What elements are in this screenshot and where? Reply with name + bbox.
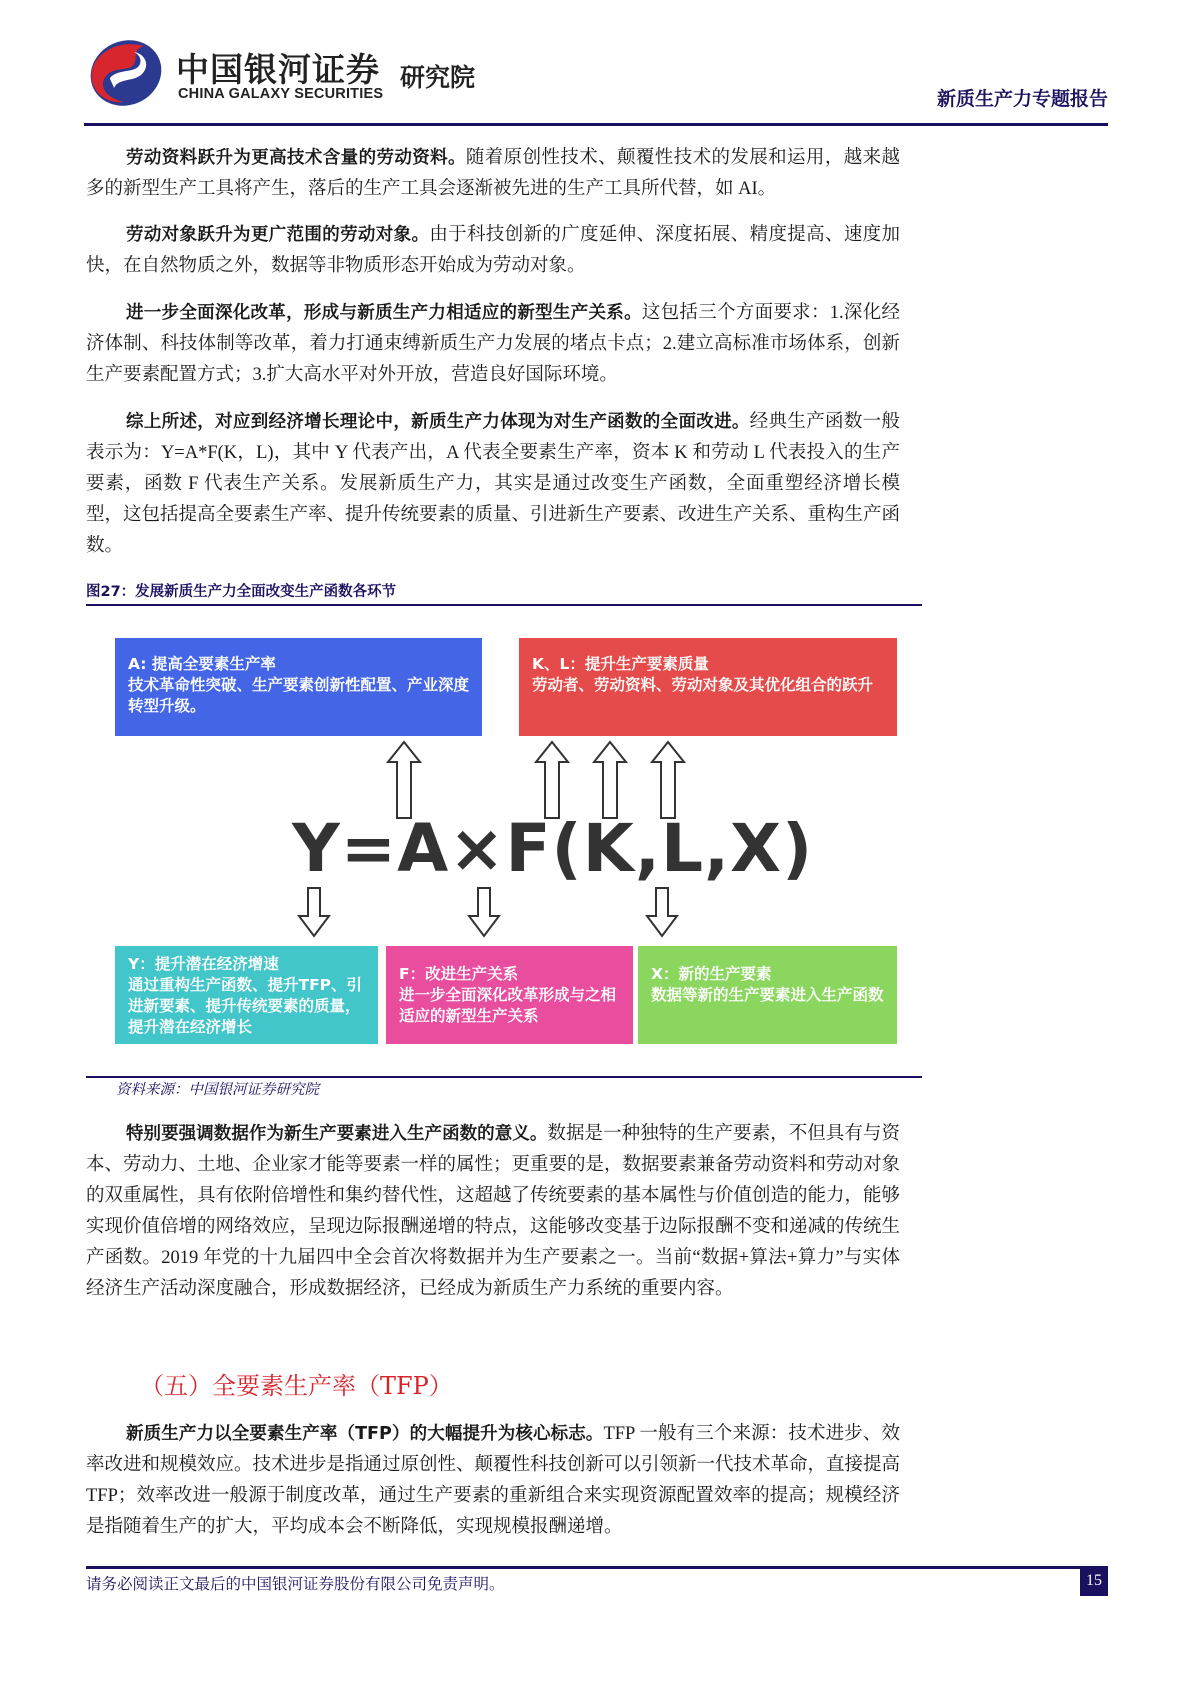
header-divider <box>84 123 1108 126</box>
paragraph-tfp <box>86 1419 900 1543</box>
paragraph-lead: 进一步全面深化改革，形成与新质生产力相适应的新型生产关系。 <box>126 303 642 323</box>
paragraph-lead: 综上所述，对应到经济增长理论中，新质生产力体现为对生产函数的全面改进。 <box>126 412 750 432</box>
footer-disclaimer: 请务必阅读正文最后的中国银河证券股份有限公司免责声明。 <box>86 1576 505 1593</box>
footer-divider <box>86 1566 1108 1569</box>
paragraph-text: 由于科技创新的广度延伸、深度拓展、精度提高、速度加快，在自然物质之外，数据等非物质形态开始成为劳动对象。 <box>86 225 901 276</box>
box-y-growth <box>115 946 378 1044</box>
box-title: K、L：提升生产要素质量 <box>532 655 709 673</box>
box-title: X：新的生产要素 <box>651 965 772 983</box>
box-body: 技术革命性突破、生产要素创新性配置、产业深度转型升级。 <box>128 676 470 715</box>
brand-institute: 研究院 <box>400 63 476 92</box>
box-title: F：改进生产关系 <box>399 965 519 983</box>
figure-source: 资料来源：中国银河证券研究院 <box>116 1082 319 1098</box>
paragraph-text: 数据是一种独特的生产要素，不但具有与资本、劳动力、土地、企业家才能等要素一样的属性；更重要的是，数据要素兼备劳动资料和劳动对象的双重属性，具有依附倍增性和集约替代性，这超越了传统要素的基本属性与价值创造的能力，能够实现价值倍增的网络效应，呈现边际报酬递增的特点，这能够改变基于边际报酬不变和递减的传统生产函数。2019 年党的十九届四中全会首次将数据并为生产要素之一。当前“数据+算法+算力”与实体经济生产活动深度融合，形成数据经济，已经成为新质生产力系统的重要内容。 <box>86 1124 901 1299</box>
report-title: 新质生产力专题报告 <box>936 88 1108 110</box>
paragraph-production-function <box>86 407 900 562</box>
box-f-relations <box>386 946 633 1044</box>
arrow-up-icon <box>384 740 424 820</box>
box-body: 通过重构生产函数、提升TFP、引进新要素、提升传统要素的质量，提升潜在经济增长 <box>128 976 363 1036</box>
production-function-formula: Y=A×F(K,L,X) <box>292 810 814 887</box>
arrow-up-icon <box>590 740 630 820</box>
arrow-down-icon <box>466 886 502 938</box>
paragraph-reform <box>86 298 900 391</box>
paragraph-text: 这包括三个方面要求：1.深化经济体制、科技体制等改革，着力打通束缚新质生产力发展的堵点卡点；2.建立高标准市场体系，创新生产要素配置方式；3.扩大高水平对外开放，营造良好国际环境。 <box>86 303 900 385</box>
paragraph-text: 随着原创性技术、颠覆性技术的发展和运用，越来越多的新型生产工具将产生，落后的生产工具会逐渐被先进的生产工具所代替，如 AI。 <box>86 148 900 199</box>
figure-title: 图27：发展新质生产力全面改变生产函数各环节 <box>86 584 397 600</box>
company-logo <box>84 38 164 108</box>
paragraph-lead: 劳动资料跃升为更高技术含量的劳动资料。 <box>126 148 466 168</box>
brand-name-en: CHINA GALAXY SECURITIES <box>178 86 384 102</box>
page-number: 15 <box>1080 1566 1108 1596</box>
arrow-down-icon <box>296 886 332 938</box>
paragraph-lead: 劳动对象跃升为更广范围的劳动对象。 <box>126 225 430 245</box>
box-title: Y：提升潜在经济增速 <box>128 955 279 973</box>
arrow-up-icon <box>532 740 572 820</box>
box-a-tfp <box>115 638 482 736</box>
paragraph-lead: 特别要强调数据作为新生产要素进入生产函数的意义。 <box>126 1124 548 1144</box>
brand-name-cn: 中国银河证券 <box>176 50 380 89</box>
box-x-new-factors <box>638 946 897 1044</box>
paragraph-data-factor <box>86 1119 900 1305</box>
paragraph-lead: 新质生产力以全要素生产率（TFP）的大幅提升为核心标志。 <box>126 1424 604 1444</box>
paragraph-text: 经典生产函数一般表示为：Y=A*F(K，L)，其中 Y 代表产出，A 代表全要素生产率，资本 K 和劳动 L 代表投入的生产要素，函数 F 代表生产关系。发展新质生产力，其实是通过改变生产函数，全面重塑经济增长模型，这包括提高全要素生产率、提升传统要素的质量、引进新生产要素、改进生产关系、重构生产函数。 <box>86 412 901 556</box>
paragraph-text: TFP 一般有三个来源：技术进步、效率改进和规模效应。技术进步是指通过原创性、颠覆性科技创新可以引领新一代技术革命，直接提高 TFP；效率改进一般源于制度改革，通过生产要素的重新组合来实现资源配置效率的提高；规模经济是指随着生产的扩大，平均成本会不断降低，实现规模报酬递增。 <box>86 1424 901 1537</box>
paragraph-labor-materials <box>86 143 900 205</box>
box-title: A: 提高全要素生产率 <box>128 655 276 673</box>
arrow-down-icon <box>644 886 680 938</box>
section-heading: （五）全要素生产率（TFP） <box>140 1372 453 1400</box>
box-body: 进一步全面深化改革形成与之相适应的新型生产关系 <box>399 986 617 1025</box>
arrow-up-icon <box>648 740 688 820</box>
paragraph-labor-objects <box>86 220 900 282</box>
box-kl-quality <box>519 638 897 736</box>
galaxy-logo-icon <box>84 38 164 108</box>
box-body: 劳动者、劳动资料、劳动对象及其优化组合的跃升 <box>532 676 874 694</box>
box-body: 数据等新的生产要素进入生产函数 <box>651 986 884 1004</box>
figure-top-rule <box>86 604 922 606</box>
